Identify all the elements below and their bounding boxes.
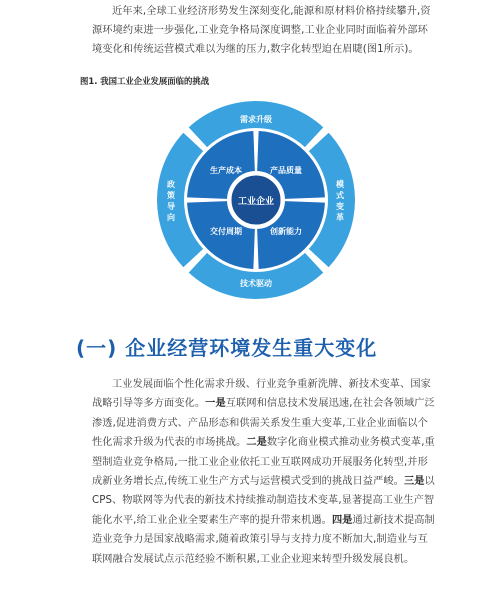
outer-label-mode-change-char: 革	[336, 213, 344, 222]
figure-caption: 图1. 我国工业企业发展面临的挑战	[80, 76, 210, 86]
outer-ring-top	[189, 101, 324, 147]
section-heading: (一) 企业经营环境发生重大变化	[76, 336, 378, 360]
point-1-marker: 一是	[205, 398, 226, 410]
outer-ring-left	[157, 133, 203, 268]
inner-label-delivery-cycle: 交付周期	[210, 227, 242, 236]
outer-label-policy-guidance-char: 向	[167, 213, 175, 222]
point-4-marker: 四是	[331, 514, 353, 526]
center-label: 工业企业	[237, 197, 275, 207]
inner-label-product-quality: 产品质量	[270, 166, 302, 175]
inner-label-innovation: 创新能力	[270, 227, 302, 236]
point-4-text: 通过新技术提高制造业竞争力是国家战略需求,随着政策引导与支持力度不断加大,制造业与互联网融合发展试点示范经验不断积累,工业企业迎来转型升级发展良机。	[92, 514, 435, 565]
inner-label-production-cost: 生产成本	[210, 166, 242, 175]
section-paragraph	[92, 375, 438, 569]
outer-label-mode-change-char: 模	[336, 180, 344, 189]
outer-label-policy-guidance-char: 政	[167, 180, 175, 189]
point-1-text: 互联网和信息技术发展迅速,在社会各领域广泛渗透,促进消费方式、产品形态和供需关系发生重大变革,工业企业面临以个性化需求升级为代表的市场挑战。	[92, 398, 435, 449]
outer-label-demand-upgrade: 需求升级	[240, 115, 272, 124]
intro-paragraph: 近年来,全球工业经济形势发生深刻变化,能源和原材料价格持续攀升,资源环境约束进一步强化,工业竞争格局深度调整,工业企业同时面临着外部环境变化和传统运营模式难以为继的压力,数字化转型迫在眉睫(图1所示)。	[92, 6, 431, 56]
outer-label-mode-change-char: 变	[336, 202, 344, 211]
outer-label-policy-guidance-char: 导	[167, 202, 175, 211]
challenges-diagram	[148, 100, 364, 300]
outer-label-tech-driven: 技术驱动	[240, 279, 272, 288]
outer-ring-bottom	[189, 253, 324, 299]
para-intro: 工业发展面临个性化需求升级、行业竞争重新洗牌、新技术变革、国家战略引导等多方面变化。	[92, 379, 431, 410]
section-body	[92, 375, 438, 569]
point-2-marker: 二是	[246, 437, 267, 449]
outer-label-policy-guidance-char: 策	[167, 191, 175, 200]
outer-ring-right	[309, 133, 355, 268]
outer-label-mode-change-char: 式	[336, 191, 344, 200]
point-3-text: 以CPS、物联网等为代表的新技术持续推动制造技术变革,显著提高工业生产智能化水平,给工业企业全要素生产率的提升带来机遇。	[92, 476, 435, 526]
point-3-marker: 三是	[403, 476, 425, 488]
point-2-text: 数字化商业模式推动业务模式变革,重塑制造业竞争格局,一批工业企业依托工业互联网成功开展服务化转型,并形成新业务增长点,传统工业生产方式与运营模式受到的挑战日益严峻。	[92, 437, 435, 488]
challenges-diagram-svg	[148, 100, 364, 300]
